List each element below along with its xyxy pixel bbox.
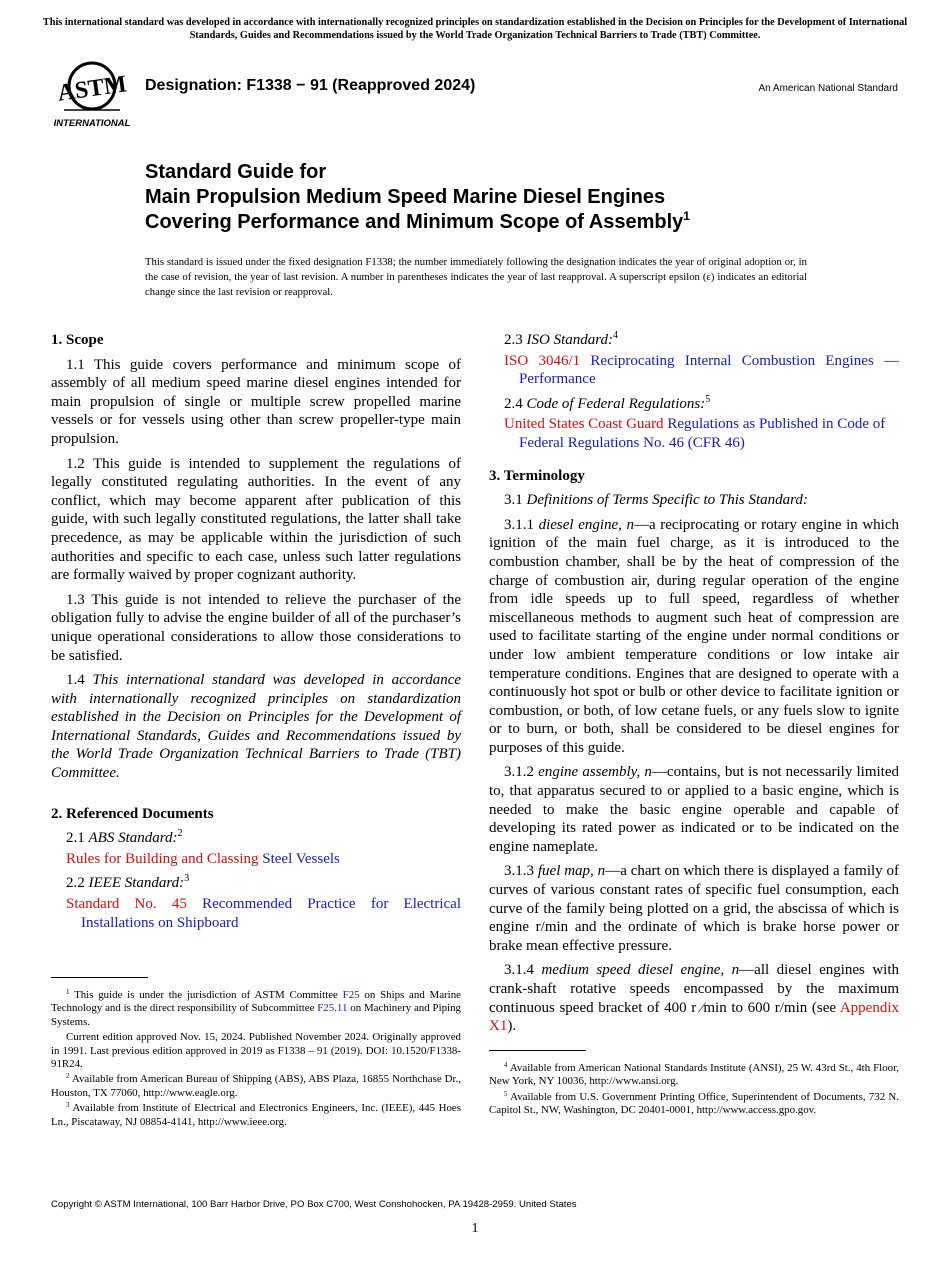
title-line-3 <box>145 210 845 235</box>
ref-2-3-label: 2.3 ISO Standard:$^4$ <box>504 330 619 348</box>
paragraph-1-1: 1.1 This guide covers performance and minimum scope of assembly of all medium speed marine diesel engines intended for main propulsion of single or multiple screw propelled marine vessels or for vessels using other than screw propeller-type main propulsion. <box>51 356 461 447</box>
paragraph-1-4: 1.4 This international standard was developed in accordance with internationally recognized principles on standardization established in the Decision on Principles for the Development of International Standards, Guides and Recommendations issued by the World Trade Organization Technical Barriers to Trade (TBT) Committee. <box>51 672 462 782</box>
definition-engine-assembly: 3.1.2 engine assembly, n—contains, but is not necessarily limited to, that apparatus secured to or applied to a basic engine, which is needed to make the basic engine operable and capable of developing its rated power as indicated or to be indicated on the engine nameplate. <box>489 764 899 855</box>
section-1-heading: 1. Scope <box>51 332 104 348</box>
american-national-standard: An American National Standard <box>758 83 898 94</box>
development-notice: This international standard was developed in accordance with internationally recognized principles on standardization established in the Decision on Principles for the Development of International Standards, Guides and Recommendations issued by the World Trade Organization Technical Barriers to Trade (TBT) Committee. <box>42 17 908 41</box>
definition-fuel-map: 3.1.3 fuel map, n—a chart on which there is displayed a family of curves of various constant rates of specific fuel consumption, each curve of the family being plotted on a grid, the abscissa of which is engine r/min and the ordinate of which is brake horse power or brake mean effective pressure. <box>489 863 900 954</box>
footnotes-right <box>489 1062 899 1120</box>
committee-f25-link[interactable]: F25 <box>342 989 360 1001</box>
footnote-3: $^3$ Available from Institute of Electrical and Electronics Engineers, Inc. (IEEE), 445 Hoes Ln., Piscataway, NJ 08854-4141, http://www.ieee.org. <box>51 1101 462 1128</box>
paragraph-1-3: 1.3 This guide is not intended to relieve the purchaser of the obligation fully to advise the engine builder of all of the purchaser’s unique operational considerations to allow those considerations to be satisfied. <box>51 591 461 664</box>
footnote-4: $^4$ Available from American National Standards Institute (ANSI), 25 W. 43rd St., 4th Floor, New York, NY 10036, http://www.ansi.org. <box>489 1061 899 1088</box>
ref-2-2-label: 2.2 IEEE Standard:$^3$ <box>66 873 190 892</box>
document-title <box>145 160 845 235</box>
ref-ieee-45[interactable]: Standard No. 45 Recommended Practice for Electrical Installations on Shipboard <box>66 896 461 931</box>
title-line-2: Main Propulsion Medium Speed Marine Diesel Engines <box>145 186 666 208</box>
section-3-heading: 3. Terminology <box>489 467 585 484</box>
footnote-1-edition: Current edition approved Nov. 15, 2024. Published November 2024. Originally approved in 1991. Last previous edition approved in 2019 as F1338 – 91 (2019). DOI: 10.1520/F1338-91R24. <box>51 1031 461 1071</box>
title-line-1: Standard Guide for <box>145 161 327 183</box>
left-column <box>51 331 461 938</box>
svg-text:ASTM: ASTM <box>55 71 129 107</box>
page-number: 1 <box>471 1221 479 1236</box>
ref-iso-3046[interactable]: ISO 3046/1 Reciprocating Internal Combustion Engines — Performance <box>504 352 900 388</box>
footnote-2: $^2$ Available from American Bureau of Shipping (ABS), ABS Plaza, 16855 Northchase Dr., Houston, TX 77060, http://www.eagle.org. <box>51 1072 461 1099</box>
footnote-rule-left <box>51 977 148 978</box>
copyright-line: Copyright © ASTM International, 100 Barr Harbor Drive, PO Box C700, West Conshohocken, PA 19428-2959. United States <box>51 1199 577 1210</box>
title-footnote-mark: 1 <box>683 209 690 223</box>
ref-uscg-cfr[interactable]: United States Coast Guard Regulations as Published in Code of Federal Regulations No. 46 (CFR 46) <box>504 416 886 451</box>
svg-text:INTERNATIONAL: INTERNATIONAL <box>54 118 131 129</box>
astm-logo <box>54 58 134 130</box>
section-2-heading: 2. Referenced Documents <box>51 805 214 822</box>
right-column <box>489 331 899 1042</box>
issuance-note: This standard is issued under the fixed designation F1338; the number immediately following the designation indicates the year of original adoption or, in the case of revision, the year of last revision. A number in parentheses indicates the year of last reapproval. A superscript epsilon (ε) indicates an editorial change since the last revision or reapproval. <box>145 256 807 298</box>
definition-diesel-engine: 3.1.1 diesel engine, n—a reciprocating or rotary engine in which ignition of the main fuel charge, as it is introduced to the combustion chamber, shall be by the heat of compression of the charge of combustion air, during regular operation of the engine from idle speeds up to full speed, regardless of whether miscellaneous methods to augment such heat of compression are used to facilitate starting of the engine under normal conditions or under low ambient temperature conditions or low intake air temperature conditions. Engines that are designed to operate with a continuously hot spot or bulb or other device to facilitate ignition or combustion, or both, of low cetane fuels, or any fuels slow to ignite or to burn, or both, shall be considered to be diesel engines for purposes of this guide. <box>489 516 900 756</box>
appendix-x1-link[interactable]: Appendix X1 <box>489 999 899 1035</box>
ref-abs-rules[interactable]: Rules for Building and Classing Steel Vessels <box>66 850 340 867</box>
footnote-5: $^5$ Available from U.S. Government Printing Office, Superintendent of Documents, 732 N. Capitol St., NW, Washington, DC 20401-0001, http://www.access.gpo.gov. <box>489 1089 899 1117</box>
definition-medium-speed-engine: 3.1.4 medium speed diesel engine, n—all diesel engines with crank-shaft rotative speeds encompassed by the maximum continuous speed bracket of 400 r ⁄min to 600 r/min (see Appendix X1). <box>489 962 900 1035</box>
footnote-1: $^1$ This guide is under the jurisdiction of ASTM Committee F25 on Ships and Marine Technology and is the direct responsibility of Subcommittee F25.11 on Machinery and Piping Systems. <box>51 988 461 1028</box>
subcommittee-f25-11-link[interactable]: F25.11 <box>317 1002 348 1015</box>
footnote-rule-right <box>489 1050 586 1051</box>
footnotes-left <box>51 989 461 1131</box>
title-line-3-text: Covering Performance and Minimum Scope of Assembly <box>145 211 684 233</box>
designation: Designation: F1338 − 91 (Reapproved 2024) <box>145 77 476 94</box>
ref-2-4-label: 2.4 Code of Federal Regulations:$^5$ <box>504 393 711 412</box>
paragraph-3-1: 3.1 Definitions of Terms Specific to This Standard: <box>504 492 808 509</box>
paragraph-1-2: 1.2 This guide is intended to supplement the regulations of legally constituted regulating authorities. In the event of any conflict, which may become apparent after publication of this guide, with such legally constituted regulations, the latter shall take precedence, as may be applicable within the jurisdiction of such authorities and specific to each case, unless such latter regulations are formally waived by proper cognizant authority. <box>51 455 461 584</box>
ref-2-1-label: 2.1 ABS Standard:$^2$ <box>66 828 183 847</box>
